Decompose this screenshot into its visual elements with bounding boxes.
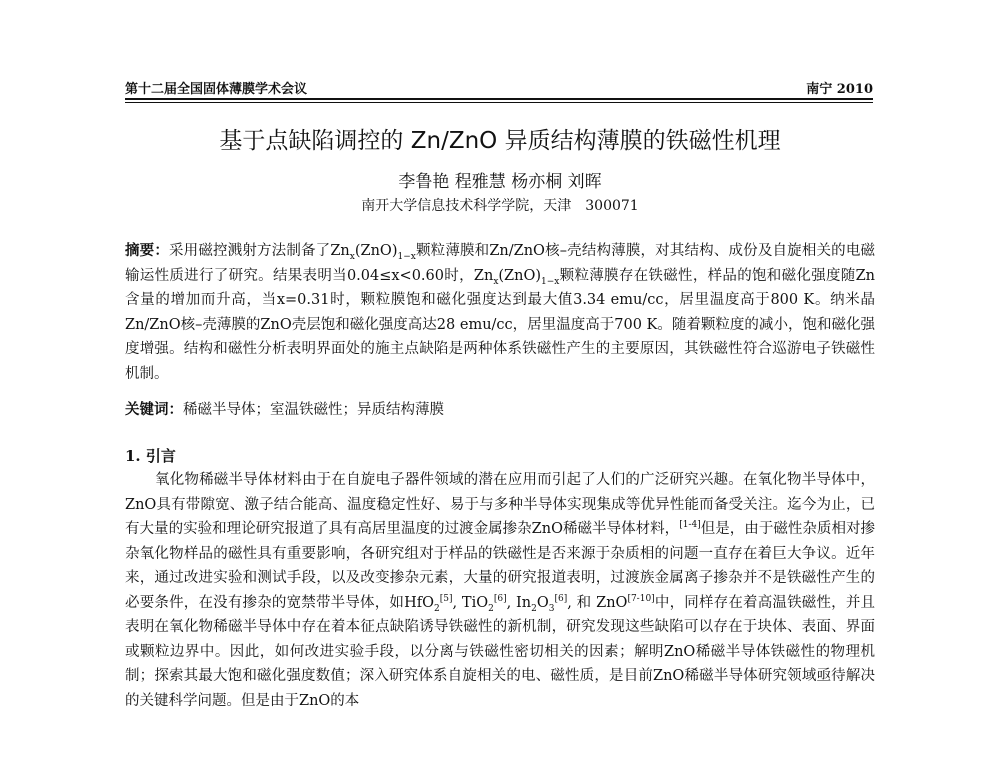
abstract-label: 摘要： bbox=[125, 242, 170, 259]
formula-zn-zno-1: $Zn_x(ZnO)_{1-x}$ bbox=[330, 243, 416, 262]
intro-text-3: 中，同样存在着高温铁磁性，并且表明在氧化物稀磁半导体中存在着本征点缺陷诱导铁磁性的新机制，研究发现这些缺陷可以存在于块体、表面、界面或颗粒边界中。因此，如何改进实验手段，以分离与铁磁性密切相关的因素；解明ZnO稀磁半导体铁磁性的物理机制；探索其最大饱和磁化强度数值；深入研究体系自旋相关的电、磁性质，是目前ZnO稀磁半导体研究领域亟待解决的关键科学问题。但是由于ZnO的本 bbox=[125, 594, 876, 709]
ref-6: [6] bbox=[493, 593, 507, 604]
intro-text-1: 氧化物稀磁半导体材料由于在自旋电子器件领域的潜在应用而引起了人们的广泛研究兴趣。在氧化物半导体中，ZnO具有带隙宽、激子结合能高、温度稳定性好、易于与多种半导体实现集成等优异性能而备受关注。迄今为止，已有大量的实验和理论研究报道了具有高居里温度的过渡金属掺杂ZnO稀磁半导体材料， bbox=[125, 472, 875, 537]
formula-zno: ZnO bbox=[596, 594, 628, 611]
formula-in2o3: $In_2O_3$ bbox=[516, 594, 555, 614]
header-rule-thick bbox=[125, 98, 873, 100]
paper-title: 基于点缺陷调控的 Zn/ZnO 异质结构薄膜的铁磁性机理 bbox=[219, 128, 781, 154]
author-list: 李鲁艳 程雅慧 杨亦桐 刘晖 bbox=[398, 172, 602, 192]
keywords-label: 关键词： bbox=[125, 401, 183, 418]
running-header bbox=[125, 78, 873, 96]
section-heading: 1. 引言 bbox=[125, 447, 176, 465]
abstract-text-3: 颗粒薄膜存在铁磁性，样品的饱和磁化强度随Zn含量的增加而升高，当x=0.31时，颗粒膜饱和磁化强度达到最大值3.34 emu/cc，居里温度高于800 K。纳米晶Zn/ZnO核–壳薄膜的ZnO壳层饱和磁化强度高达28 emu/cc，居里温度高于700 K。随着颗粒度的减小，饱和磁化强度增强。结构和磁性分析表明界面处的施主点缺陷是两种体系铁磁性产生的主要原因，其铁磁性符合巡游电子铁磁性机制。 bbox=[125, 267, 875, 382]
affiliation: 南开大学信息技术科学学院，天津 300071 bbox=[361, 198, 639, 214]
ref-7-10: [7-10] bbox=[627, 593, 655, 604]
keywords-text: 稀磁半导体；室温铁磁性；异质结构薄膜 bbox=[183, 402, 444, 418]
abstract-text-1: 采用磁控溅射方法制备了 bbox=[169, 243, 331, 259]
header-rule-thin bbox=[125, 102, 873, 103]
ref-6b: [6] bbox=[554, 593, 568, 604]
introduction-paragraph: 氧化物稀磁半导体材料由于在自旋电子器件领域的潜在应用而引起了人们的广泛研究兴趣。在氧化物半导体中，ZnO具有带隙宽、激子结合能高、温度稳定性好、易于与多种半导体实现集成等优异性能而备受关注。迄今为止，已有大量的实验和理论研究报道了具有高居里温度的过渡金属掺杂ZnO稀磁半导体材料，[1-4]但是，由于磁性杂质相对掺杂氧化物样品的磁性具有重要影响，各研究组对于样品的铁磁性是否来源于杂质相的问题一直存在着巨大争议。近年来，通过改进实验和测试手段，以及改变掺杂元素，大量的研究报道表明，过渡族金属离子掺杂并不是铁磁性产生的必要条件，在没有掺杂的宽禁带半导体，如HfO$_2$[5], TiO$_2$[6], $In_2O_3[6]$, 和 ZnO[7-10]中，同样存在着高温铁磁性，并且表明在氧化物稀磁半导体中存在着本征点缺陷诱导铁磁性的新机制，研究发现这些缺陷可以存在于块体、表面、界面或颗粒边界中。因此，如何改进实验手段，以分离与铁磁性密切相关的因素；解明ZnO稀磁半导体铁磁性的物理机制；探索其最大饱和磁化强度数值；深入研究体系自旋相关的电、磁性质，是目前ZnO稀磁半导体研究领域亟待解决的关键科学问题。但是由于ZnO的本 bbox=[125, 472, 876, 709]
location-year: 南宁 2010 bbox=[806, 82, 873, 97]
conference-name: 第十二届全国固体薄膜学术会议 bbox=[125, 82, 308, 97]
abstract bbox=[125, 239, 875, 386]
formula-hfo2: HfO$_2$ bbox=[404, 594, 440, 614]
ref-1-4: [1-4] bbox=[679, 520, 701, 531]
ref-5: [5] bbox=[439, 593, 453, 604]
keywords bbox=[125, 398, 875, 423]
formula-zn-zno-2: $Zn_x(ZnO)_{1-x}$ bbox=[473, 267, 560, 287]
intro-text-2: 但是，由于磁性杂质相对掺杂氧化物样品的磁性具有重要影响，各研究组对于样品的铁磁性是否来源于杂质相的问题一直存在着巨大争议。近年来，通过改进实验和测试手段，以及改变掺杂元素，大量的研究报道表明，过渡族金属离子掺杂并不是铁磁性产生的必要条件，在没有掺杂的宽禁带半导体，如 bbox=[125, 521, 875, 611]
formula-tio2: TiO$_2$ bbox=[461, 594, 494, 614]
abstract-text-2: 颗粒薄膜和Zn/ZnO核–壳结构薄膜，对其结构、成份及自旋相关的电磁输运性质进行了研究。结果表明当0.04≤x<0.60时， bbox=[125, 243, 876, 284]
